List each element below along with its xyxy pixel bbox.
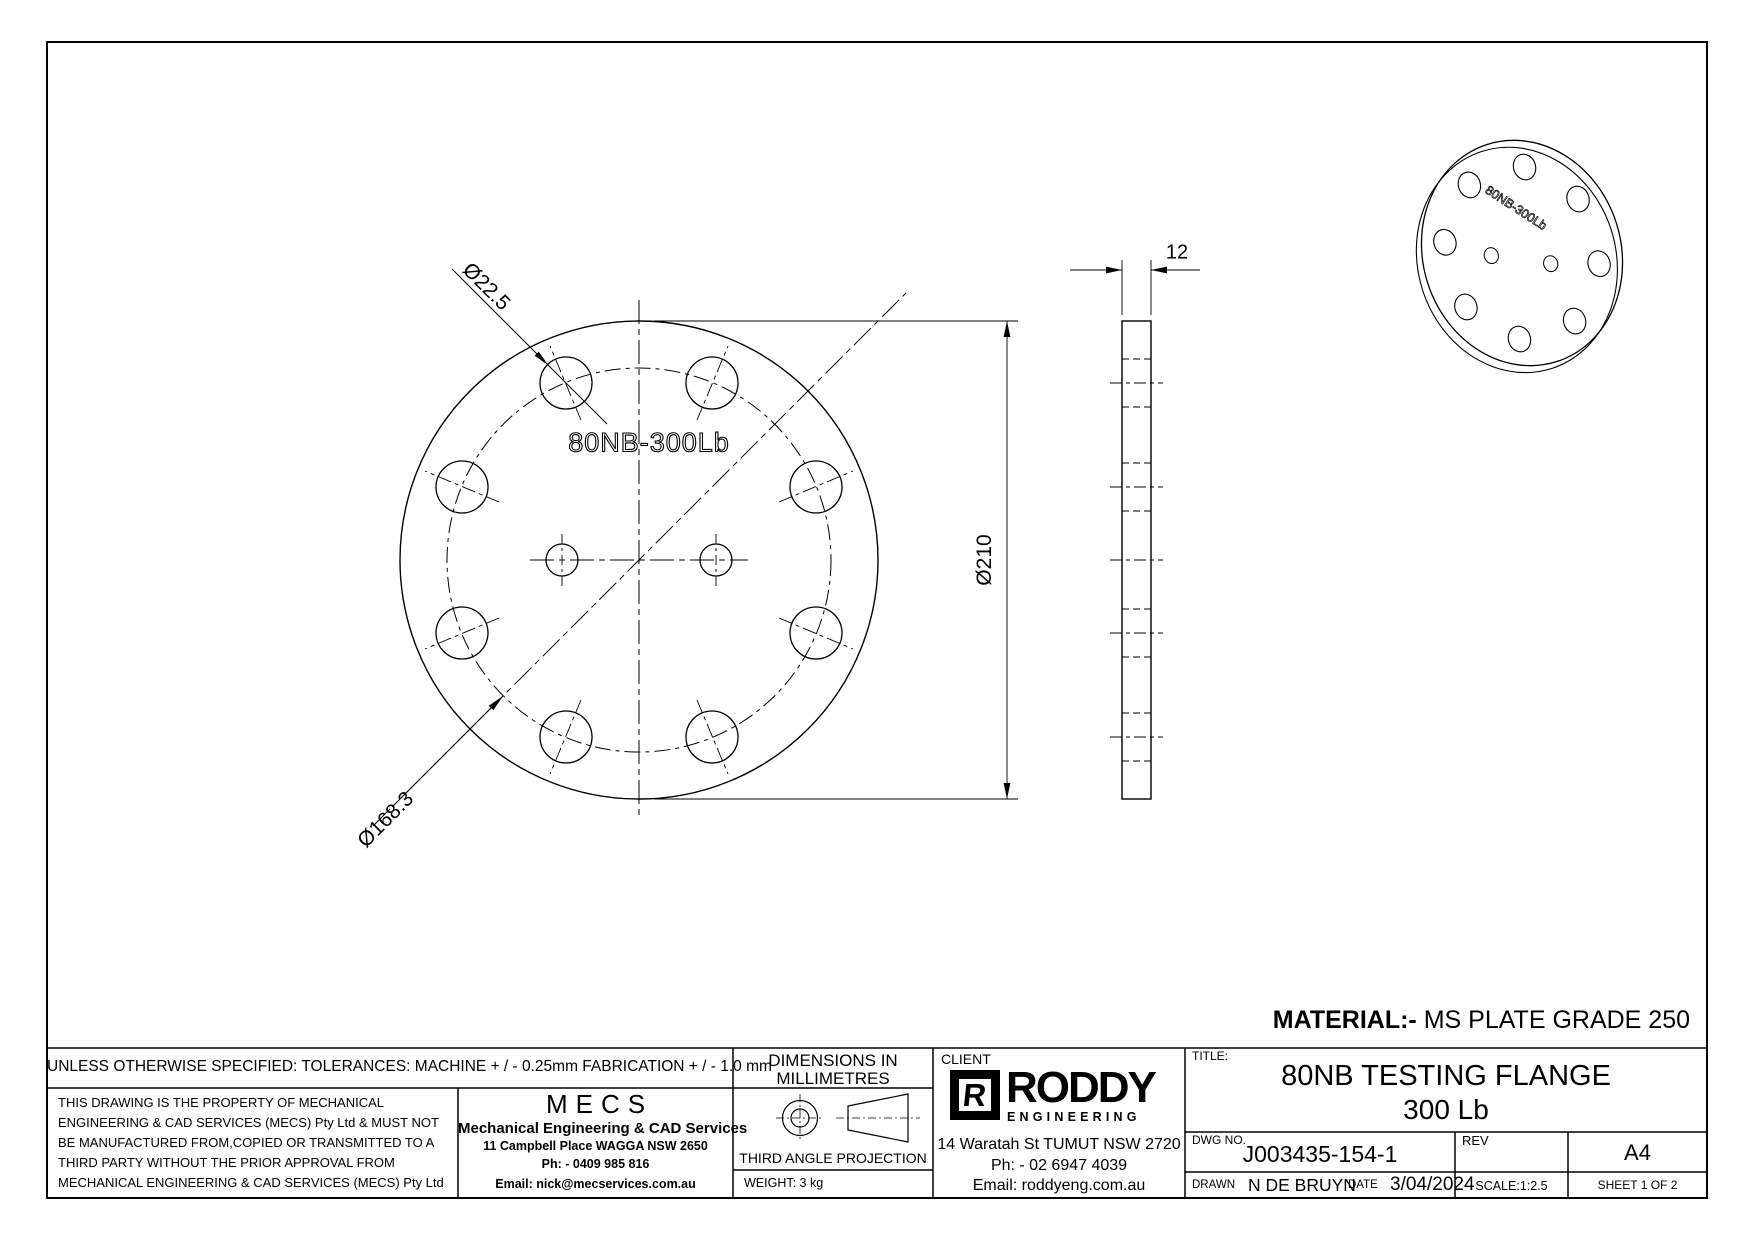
mecs-address: 11 Campbell Place WAGGA NSW 2650 [483,1139,708,1153]
front-engraved-label: 80NB-300Lb [568,427,730,458]
rev-label: REV [1462,1133,1489,1148]
material-label: MATERIAL:- [1272,1006,1417,1034]
dwg-no-label: DWG NO. [1192,1133,1246,1147]
property-notice-line: BE MANUFACTURED FROM,COPIED OR TRANSMITTED TO A [58,1135,435,1150]
dim-arrow-thickness-left [1106,267,1122,274]
dimensions-note-line2: MILLIMETRES [776,1069,890,1088]
dim-label-outer-diameter: Ø210 [973,534,996,586]
roddy-logo-r-letter: R [961,1076,989,1113]
dim-leader-bolt-circle [398,696,503,801]
projection-label: THIRD ANGLE PROJECTION [739,1150,927,1166]
drawing-title-line1: 80NB TESTING FLANGE [1281,1060,1611,1092]
drawn-value: N DE BRUYN [1248,1175,1356,1195]
property-notice-line: THIRD PARTY WITHOUT THE PRIOR APPROVAL FROM [58,1155,395,1170]
iso-view [1386,114,1653,399]
sheet-label: SHEET 1 OF 2 [1597,1178,1678,1192]
front-view [373,269,1018,826]
client-label: CLIENT [941,1051,991,1067]
tolerance-note: UNLESS OTHERWISE SPECIFIED: TOLERANCES: MACHINE + / - 0.25mm FABRICATION + / - 1.0 mm [47,1058,772,1075]
dwg-number: J003435-154-1 [1242,1141,1398,1167]
dim-label-thickness: 12 [1165,241,1189,264]
drawing-title-line2: 300 Lb [1403,1094,1489,1125]
scale-label: SCALE:1:2.5 [1475,1179,1548,1193]
property-notice-line: THIS DRAWING IS THE PROPERTY OF MECHANICAL [58,1095,385,1110]
dim-arrow-outer-bottom [1004,783,1011,799]
dim-thickness-lines [1070,260,1200,315]
mecs-phone: Ph: - 0409 985 816 [541,1157,650,1171]
material-value: MS PLATE GRADE 250 [1423,1006,1690,1034]
client-address: 14 Waratah St TUMUT NSW 2720 [937,1136,1181,1153]
property-notice-line: ENGINEERING & CAD SERVICES (MECS) Pty Ltd & MUST NOT [58,1115,439,1130]
dimensions-note-line1: DIMENSIONS IN [768,1051,898,1070]
material-note [1100,1006,1690,1035]
projection-symbol [776,1094,920,1142]
roddy-logo-name: RODDY [1006,1063,1155,1112]
date-label: DATE [1348,1179,1378,1191]
mecs-email: Email: nick@mecservices.com.au [495,1177,696,1191]
dim-label-bolt-hole: Ø22.5 [457,258,515,316]
sheet-size: A4 [1624,1140,1651,1165]
mecs-name: Mechanical Engineering & CAD Services [458,1120,748,1137]
drawn-label: DRAWN [1192,1179,1236,1191]
client-email: Email: roddyeng.com.au [972,1177,1146,1194]
roddy-logo-r-mark [950,1070,1000,1120]
dim-leader-bolt-hole-tail [548,365,607,424]
dim-label-bolt-circle: Ø168.3 [353,787,419,853]
side-view [1070,260,1200,799]
title-label: TITLE: [1192,1049,1229,1063]
property-notice-line: MECHANICAL ENGINEERING & CAD SERVICES (MECS) Pty Ltd [58,1175,444,1190]
iso-center-holes [1482,229,1560,290]
iso-engraved-label: 80NB-300Lb [1482,183,1550,233]
dim-arrow-thickness-right [1151,267,1167,274]
iso-disc-back-edge [1388,121,1647,399]
client-phone: Ph: - 02 6947 4039 [990,1157,1128,1174]
mecs-logo: MECS [545,1089,654,1119]
roddy-logo-sub: ENGINEERING [1007,1110,1141,1124]
date-value: 3/04/2024 [1390,1174,1475,1195]
iso-bolt-holes [1416,139,1628,368]
weight-label: WEIGHT: 3 kg [744,1176,824,1190]
dim-arrow-outer-top [1004,321,1011,337]
iso-disc-face [1393,114,1652,392]
